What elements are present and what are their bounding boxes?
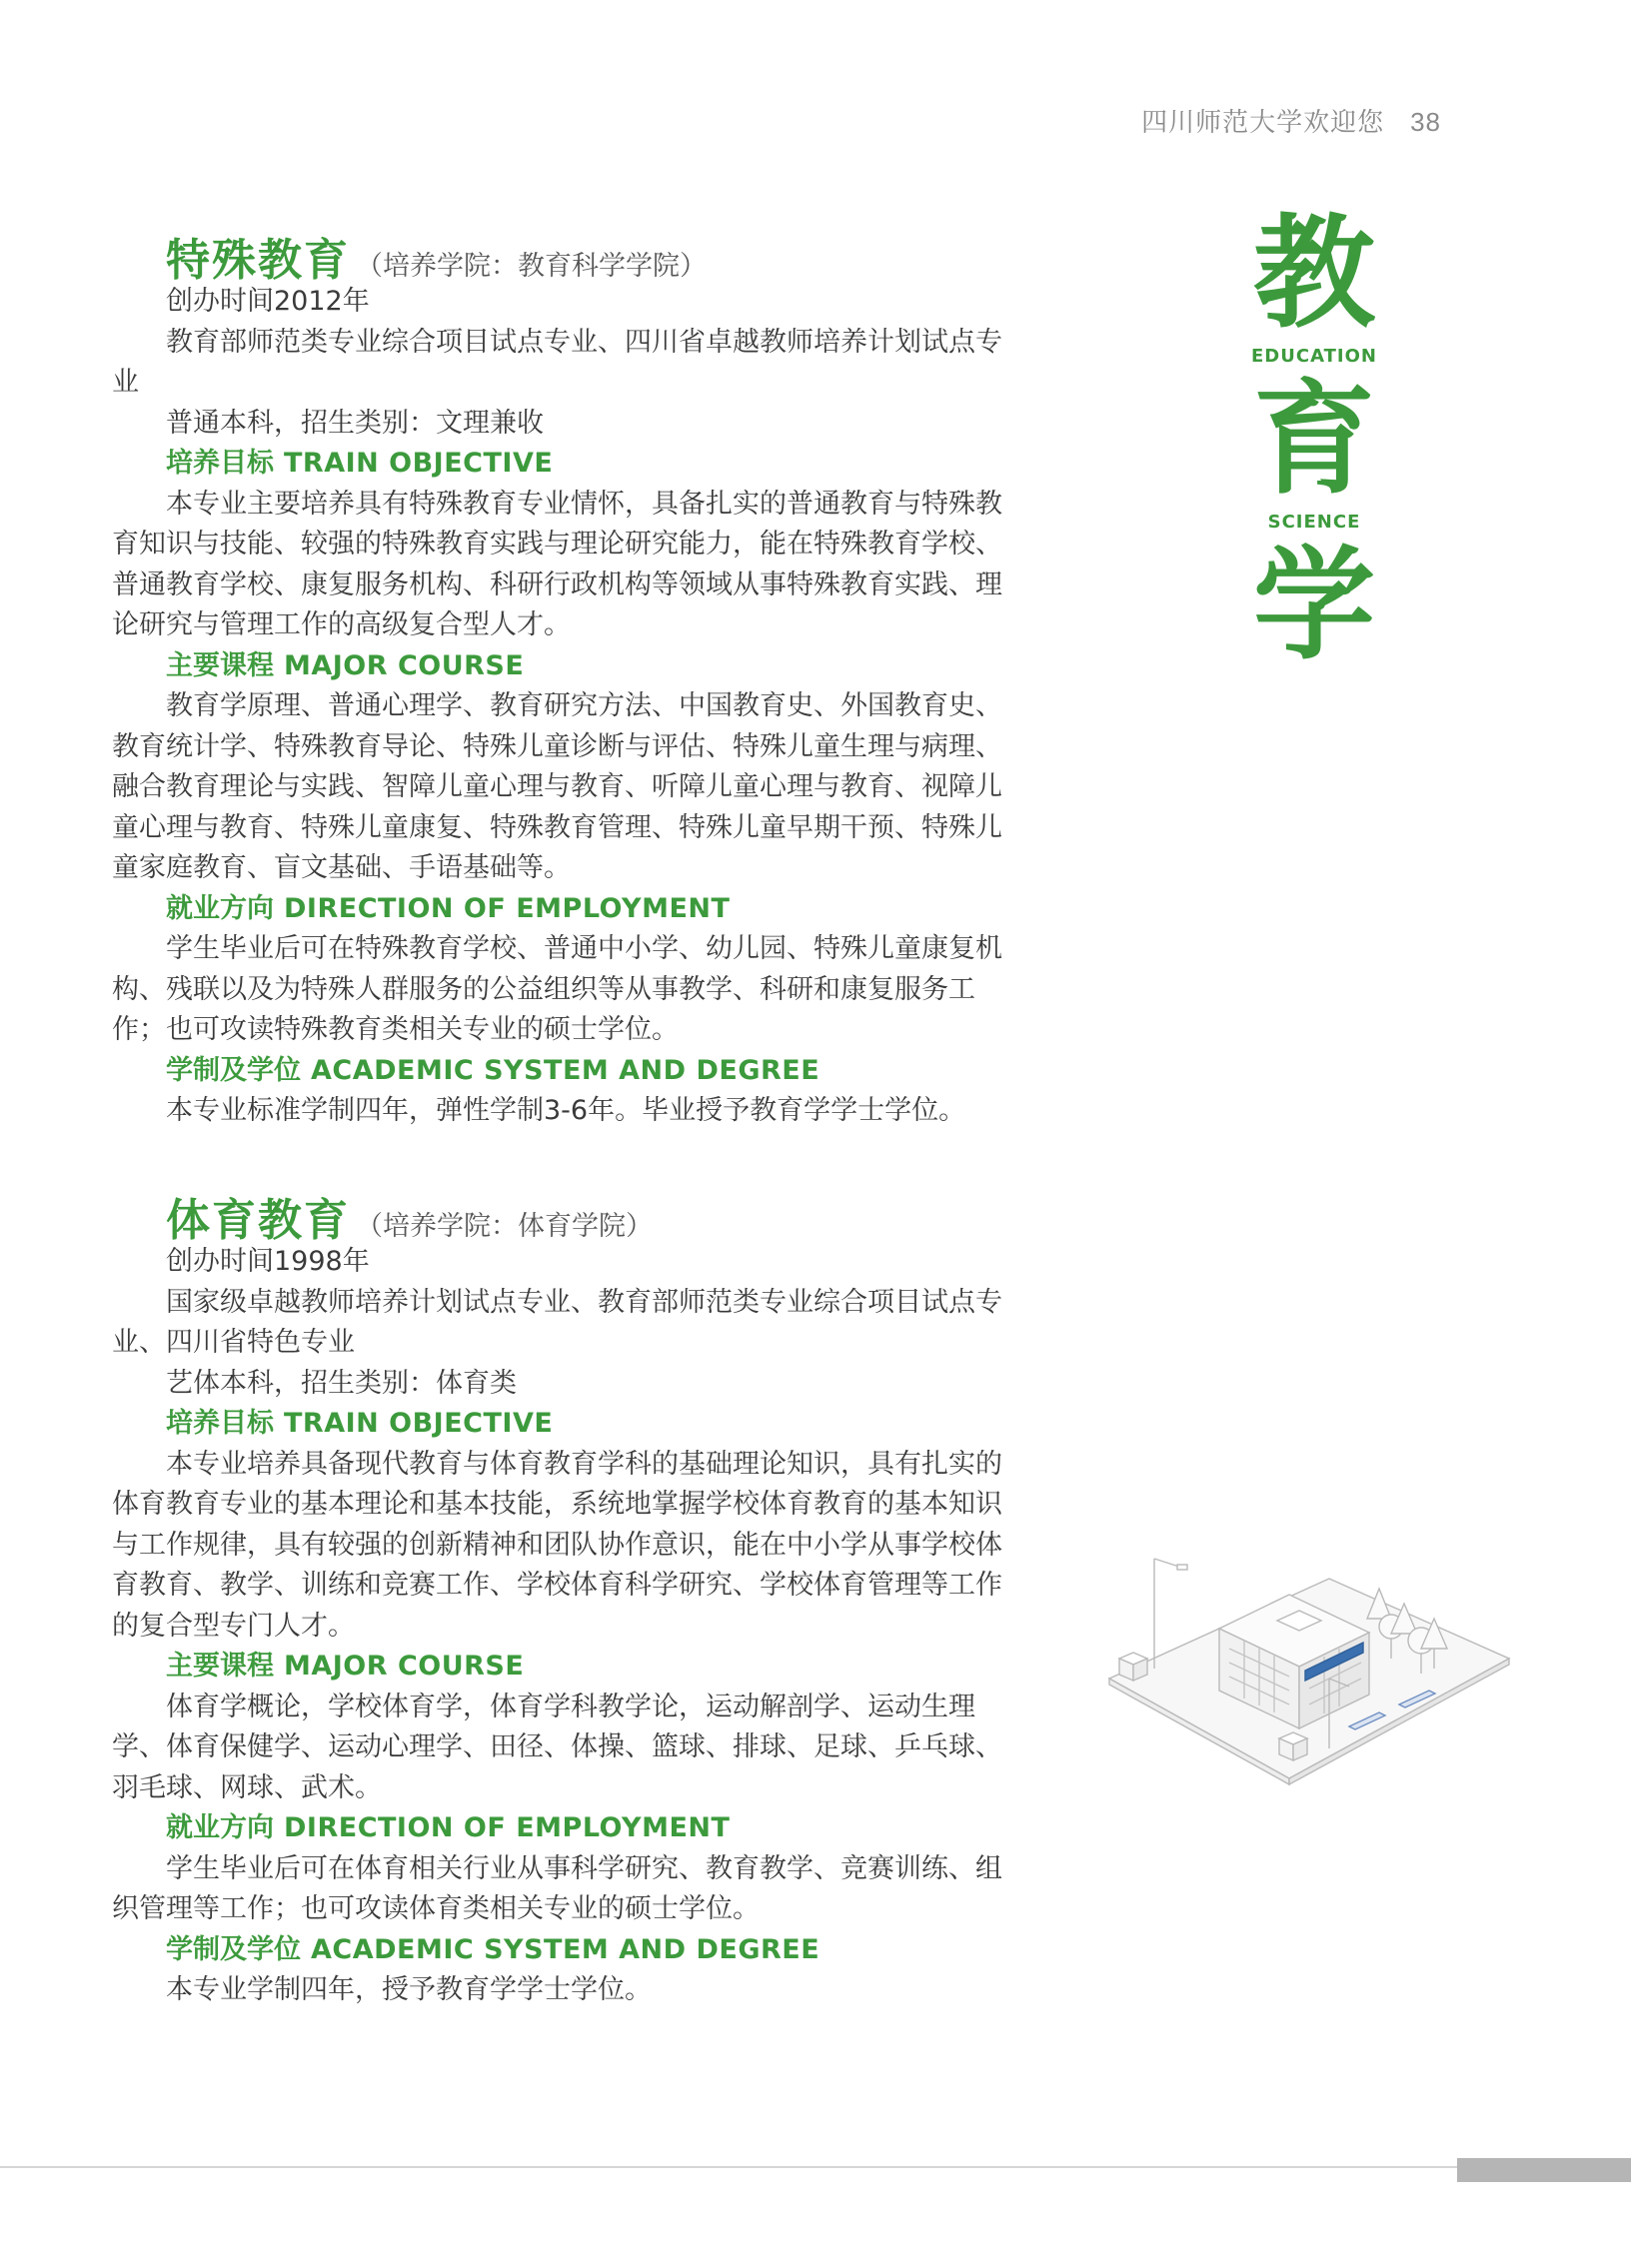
degree-heading: 学制及学位 ACADEMIC SYSTEM AND DEGREE	[166, 1054, 820, 1086]
footer-accent-bar	[1457, 2158, 1631, 2182]
major-title: 体育教育	[166, 1195, 350, 1246]
employment-heading: 就业方向 DIRECTION OF EMPLOYMENT	[166, 892, 731, 924]
major-college: （培养学院：教育科学学院）	[356, 251, 707, 282]
major-title: 特殊教育	[166, 235, 350, 286]
course-heading: 主要课程 MAJOR COURSE	[166, 1651, 525, 1682]
course-heading: 主要课程 MAJOR COURSE	[166, 649, 525, 681]
objective-heading: 培养目标 TRAIN OBJECTIVE	[166, 1408, 554, 1439]
degree-text: 本专业标准学制四年，弹性学制3-6年。毕业授予教育学学士学位。	[166, 1095, 966, 1126]
major-section-special-education	[112, 282, 1011, 1132]
objective-text: 本专业培养具备现代教育与体育教育学科的基础理论知识，具有扎实的体育教育专业的基本理论和基本技能，系统地掌握学校体育教育的基本知识与工作规律，具有较强的创新精神和团队协作意识，能在中小学从事学校体育教育、教学、训练和竞赛工作、学校体育科学研究、学校体育管理等工作的复合型专门人才。	[112, 1448, 1002, 1642]
course-text: 教育学原理、普通心理学、教育研究方法、中国教育史、外国教育史、教育统计学、特殊教育导论、特殊儿童诊断与评估、特殊儿童生理与病理、融合教育理论与实践、智障儿童心理与教育、听障儿童心理与教育、视障儿童心理与教育、特殊儿童康复、特殊教育管理、特殊儿童早期干预、特殊儿童家庭教育、盲文基础、手语基础等。	[112, 690, 1002, 883]
employment-text: 学生毕业后可在特殊教育学校、普通中小学、幼儿园、特殊儿童康复机构、残联以及为特殊人群服务的公益组织等从事教学、科研和康复服务工作；也可攻读特殊教育类相关专业的硕士学位。	[112, 933, 1002, 1045]
page-header	[1141, 102, 1441, 139]
employment-text: 学生毕业后可在体育相关行业从事科学研究、教育教学、竞赛训练、组织管理等工作；也可攻读体育类相关专业的硕士学位。	[112, 1852, 1002, 1924]
side-title-en: EDUCATION	[1251, 346, 1377, 367]
objective-heading: 培养目标 TRAIN OBJECTIVE	[166, 448, 554, 479]
degree-heading: 学制及学位 ACADEMIC SYSTEM AND DEGREE	[166, 1933, 820, 1965]
degree-text: 本专业学制四年，授予教育学学士学位。	[166, 1974, 652, 2005]
honors-text: 国家级卓越教师培养计划试点专业、教育部师范类专业综合项目试点专业、四川省特色专业	[112, 1286, 1002, 1358]
side-title-char: 育	[1253, 369, 1375, 511]
side-title-char: 教	[1253, 203, 1375, 345]
course-text: 体育学概论，学校体育学，体育学科教学论，运动解剖学、运动生理学、体育保健学、运动心理学、田径、体操、篮球、排球、足球、乒乓球、羽毛球、网球、武术。	[112, 1691, 1002, 1803]
major-title-line	[166, 224, 707, 288]
founded-text: 创办时间2012年	[166, 286, 370, 317]
page-number: 38	[1410, 107, 1441, 137]
founded-text: 创办时间1998年	[166, 1246, 370, 1277]
major-section-physical-education	[112, 1242, 1011, 2011]
major-college: （培养学院：体育学院）	[356, 1211, 653, 1242]
footer-divider	[0, 2166, 1631, 2168]
side-title-char: 学	[1253, 535, 1375, 676]
employment-heading: 就业方向 DIRECTION OF EMPLOYMENT	[166, 1812, 731, 1843]
category-text: 普通本科，招生类别：文理兼收	[166, 407, 544, 439]
honors-text: 教育部师范类专业综合项目试点专业、四川省卓越教师培养计划试点专业	[112, 326, 1002, 398]
campus-building-illustration-icon	[1099, 1549, 1519, 1788]
side-title	[1239, 203, 1389, 676]
major-title-line	[166, 1184, 653, 1248]
category-text: 艺体本科，招生类别：体育类	[166, 1367, 517, 1399]
side-title-en: SCIENCE	[1267, 512, 1361, 533]
objective-text: 本专业主要培养具有特殊教育专业情怀，具备扎实的普通教育与特殊教育知识与技能、较强的特殊教育实践与理论研究能力，能在特殊教育学校、普通教育学校、康复服务机构、科研行政机构等领域从事特殊教育实践、理论研究与管理工作的高级复合型人才。	[112, 488, 1002, 640]
school-welcome-text: 四川师范大学欢迎您	[1141, 108, 1385, 138]
